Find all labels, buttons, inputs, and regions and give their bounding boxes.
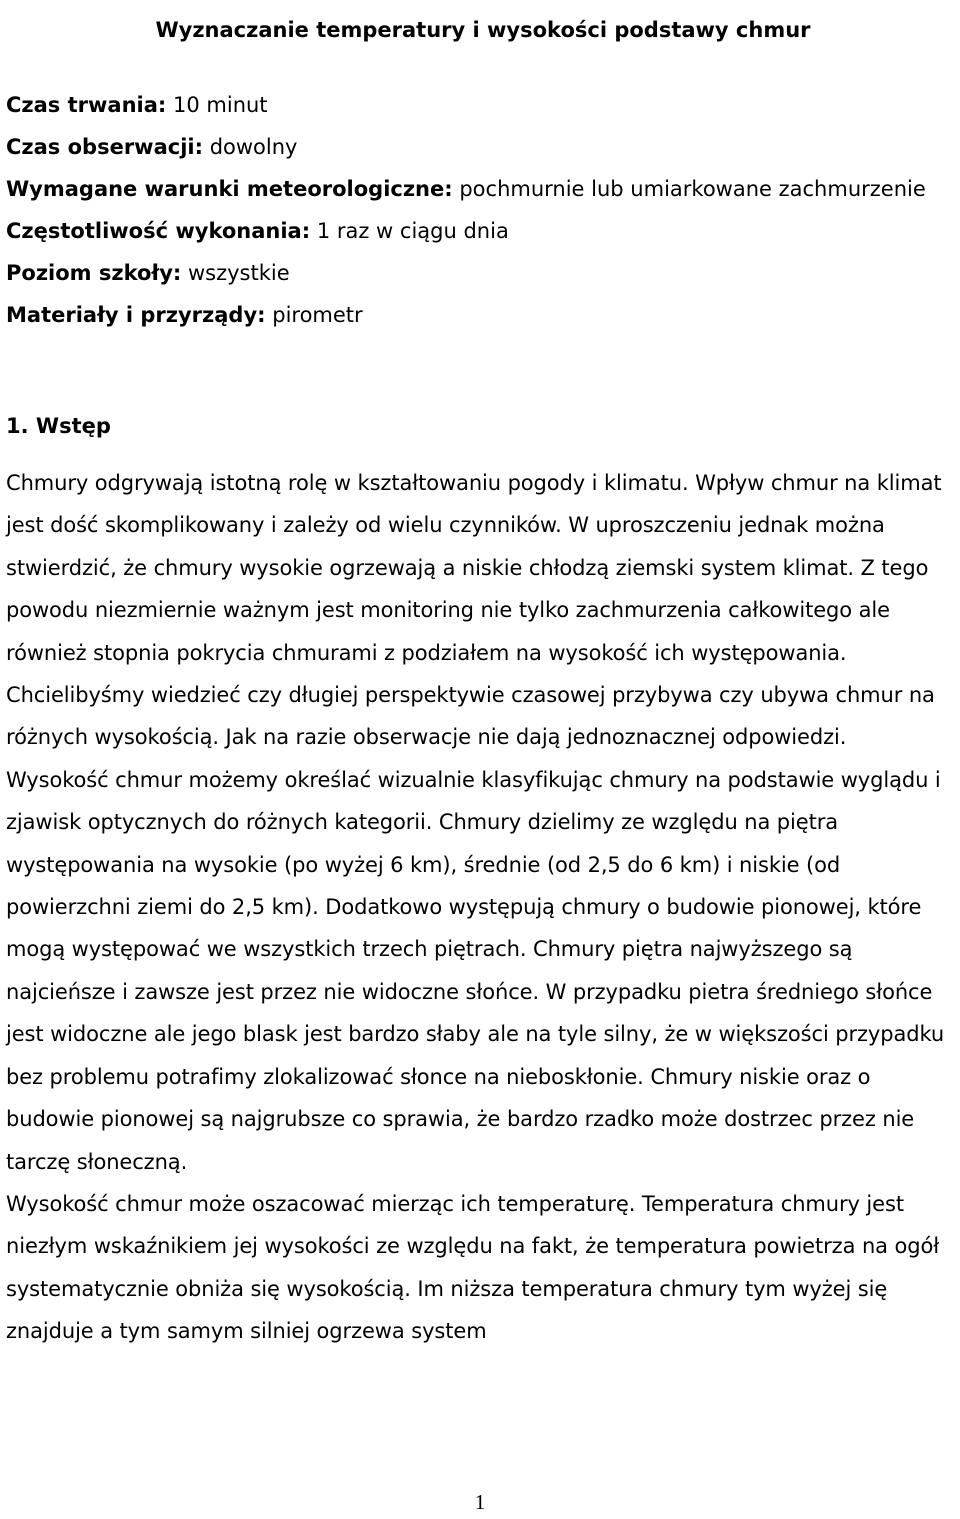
meta-label: Wymagane warunki meteorologiczne:: [6, 177, 453, 201]
meta-value: 10 minut: [173, 93, 268, 117]
section-heading-introduction: 1. Wstęp: [6, 414, 111, 438]
meta-label: Częstotliwość wykonania:: [6, 219, 311, 243]
meta-row-materials: [6, 294, 960, 336]
meta-row-duration: [6, 84, 960, 126]
meta-value: dowolny: [209, 135, 298, 159]
paragraph-3: Wysokość chmur może oszacować mierząc ich temperaturę. Temperatura chmury jest niezłym wskaźnikiem jej wysokości ze względu na fakt, że temperatura powietrza na ogół systematycznie obniża się wysokością. Im niższa temperatura chmury tym wyżej się znajduje a tym samym silniej ogrzewa system: [6, 1191, 940, 1344]
page-number: 1: [474, 1490, 486, 1514]
meta-row-school-level: [6, 252, 960, 294]
meta-value: pirometr: [272, 303, 363, 327]
meta-label: Czas obserwacji:: [6, 135, 203, 159]
document-title: Wyznaczanie temperatury i wysokości podstawy chmur: [155, 18, 811, 43]
metadata-list: [6, 84, 960, 336]
paragraph-2: Wysokość chmur możemy określać wizualnie klasyfikując chmury na podstawie wyglądu i zjawisk optycznych do różnych kategorii. Chmury dzielimy ze względu na piętra występowania na wysokie (po wyżej 6 km), średnie (od 2,5 do 6 km) i niskie (od powierzchni ziemi do 2,5 km). Dodatkowo występują chmury o budowie pionowej, które mogą występować we wszystkich trzech piętrach. Chmury piętra najwyższego są najcieńsze i zawsze jest przez nie widoczne słońce. W przypadku pietra średniego słońce jest widoczne ale jego blask jest bardzo słaby ale na tyle silny, że w większości przypadku bez problemu potrafimy zlokalizować słonce na nieboskłonie. Chmury niskie oraz o budowie pionowej są najgrubsze co sprawia, że bardzo rzadko może dostrzec przez nie tarczę słoneczną.: [6, 767, 945, 1174]
meta-value: 1 raz w ciągu dnia: [316, 219, 509, 243]
paragraph-1: Chmury odgrywają istotną rolę w kształtowaniu pogody i klimatu. Wpływ chmur na klimat jest dość skomplikowany i zależy od wielu czynników. W uproszczeniu jednak można stwierdzić, że chmury wysokie ogrzewają a niskie chłodzą ziemski system klimat. Z tego powodu niezmiernie ważnym jest monitoring nie tylko zachmurzenia całkowitego ale również stopnia pokrycia chmurami z podziałem na wysokość ich występowania. Chcielibyśmy wiedzieć czy długiej perspektywie czasowej przybywa czy ubywa chmur na różnych wysokością. Jak na razie obserwacje nie dają jednoznacznej odpowiedzi.: [6, 471, 942, 750]
meta-row-weather-conditions: [6, 168, 960, 210]
section-body: [6, 462, 960, 1353]
meta-label: Materiały i przyrządy:: [6, 303, 266, 327]
meta-label: Poziom szkoły:: [6, 261, 182, 285]
meta-label: Czas trwania:: [6, 93, 167, 117]
meta-row-frequency: [6, 210, 960, 252]
meta-value: pochmurnie lub umiarkowane zachmurzenie: [459, 177, 926, 201]
meta-row-observation-time: [6, 126, 960, 168]
meta-value: wszystkie: [187, 261, 290, 285]
